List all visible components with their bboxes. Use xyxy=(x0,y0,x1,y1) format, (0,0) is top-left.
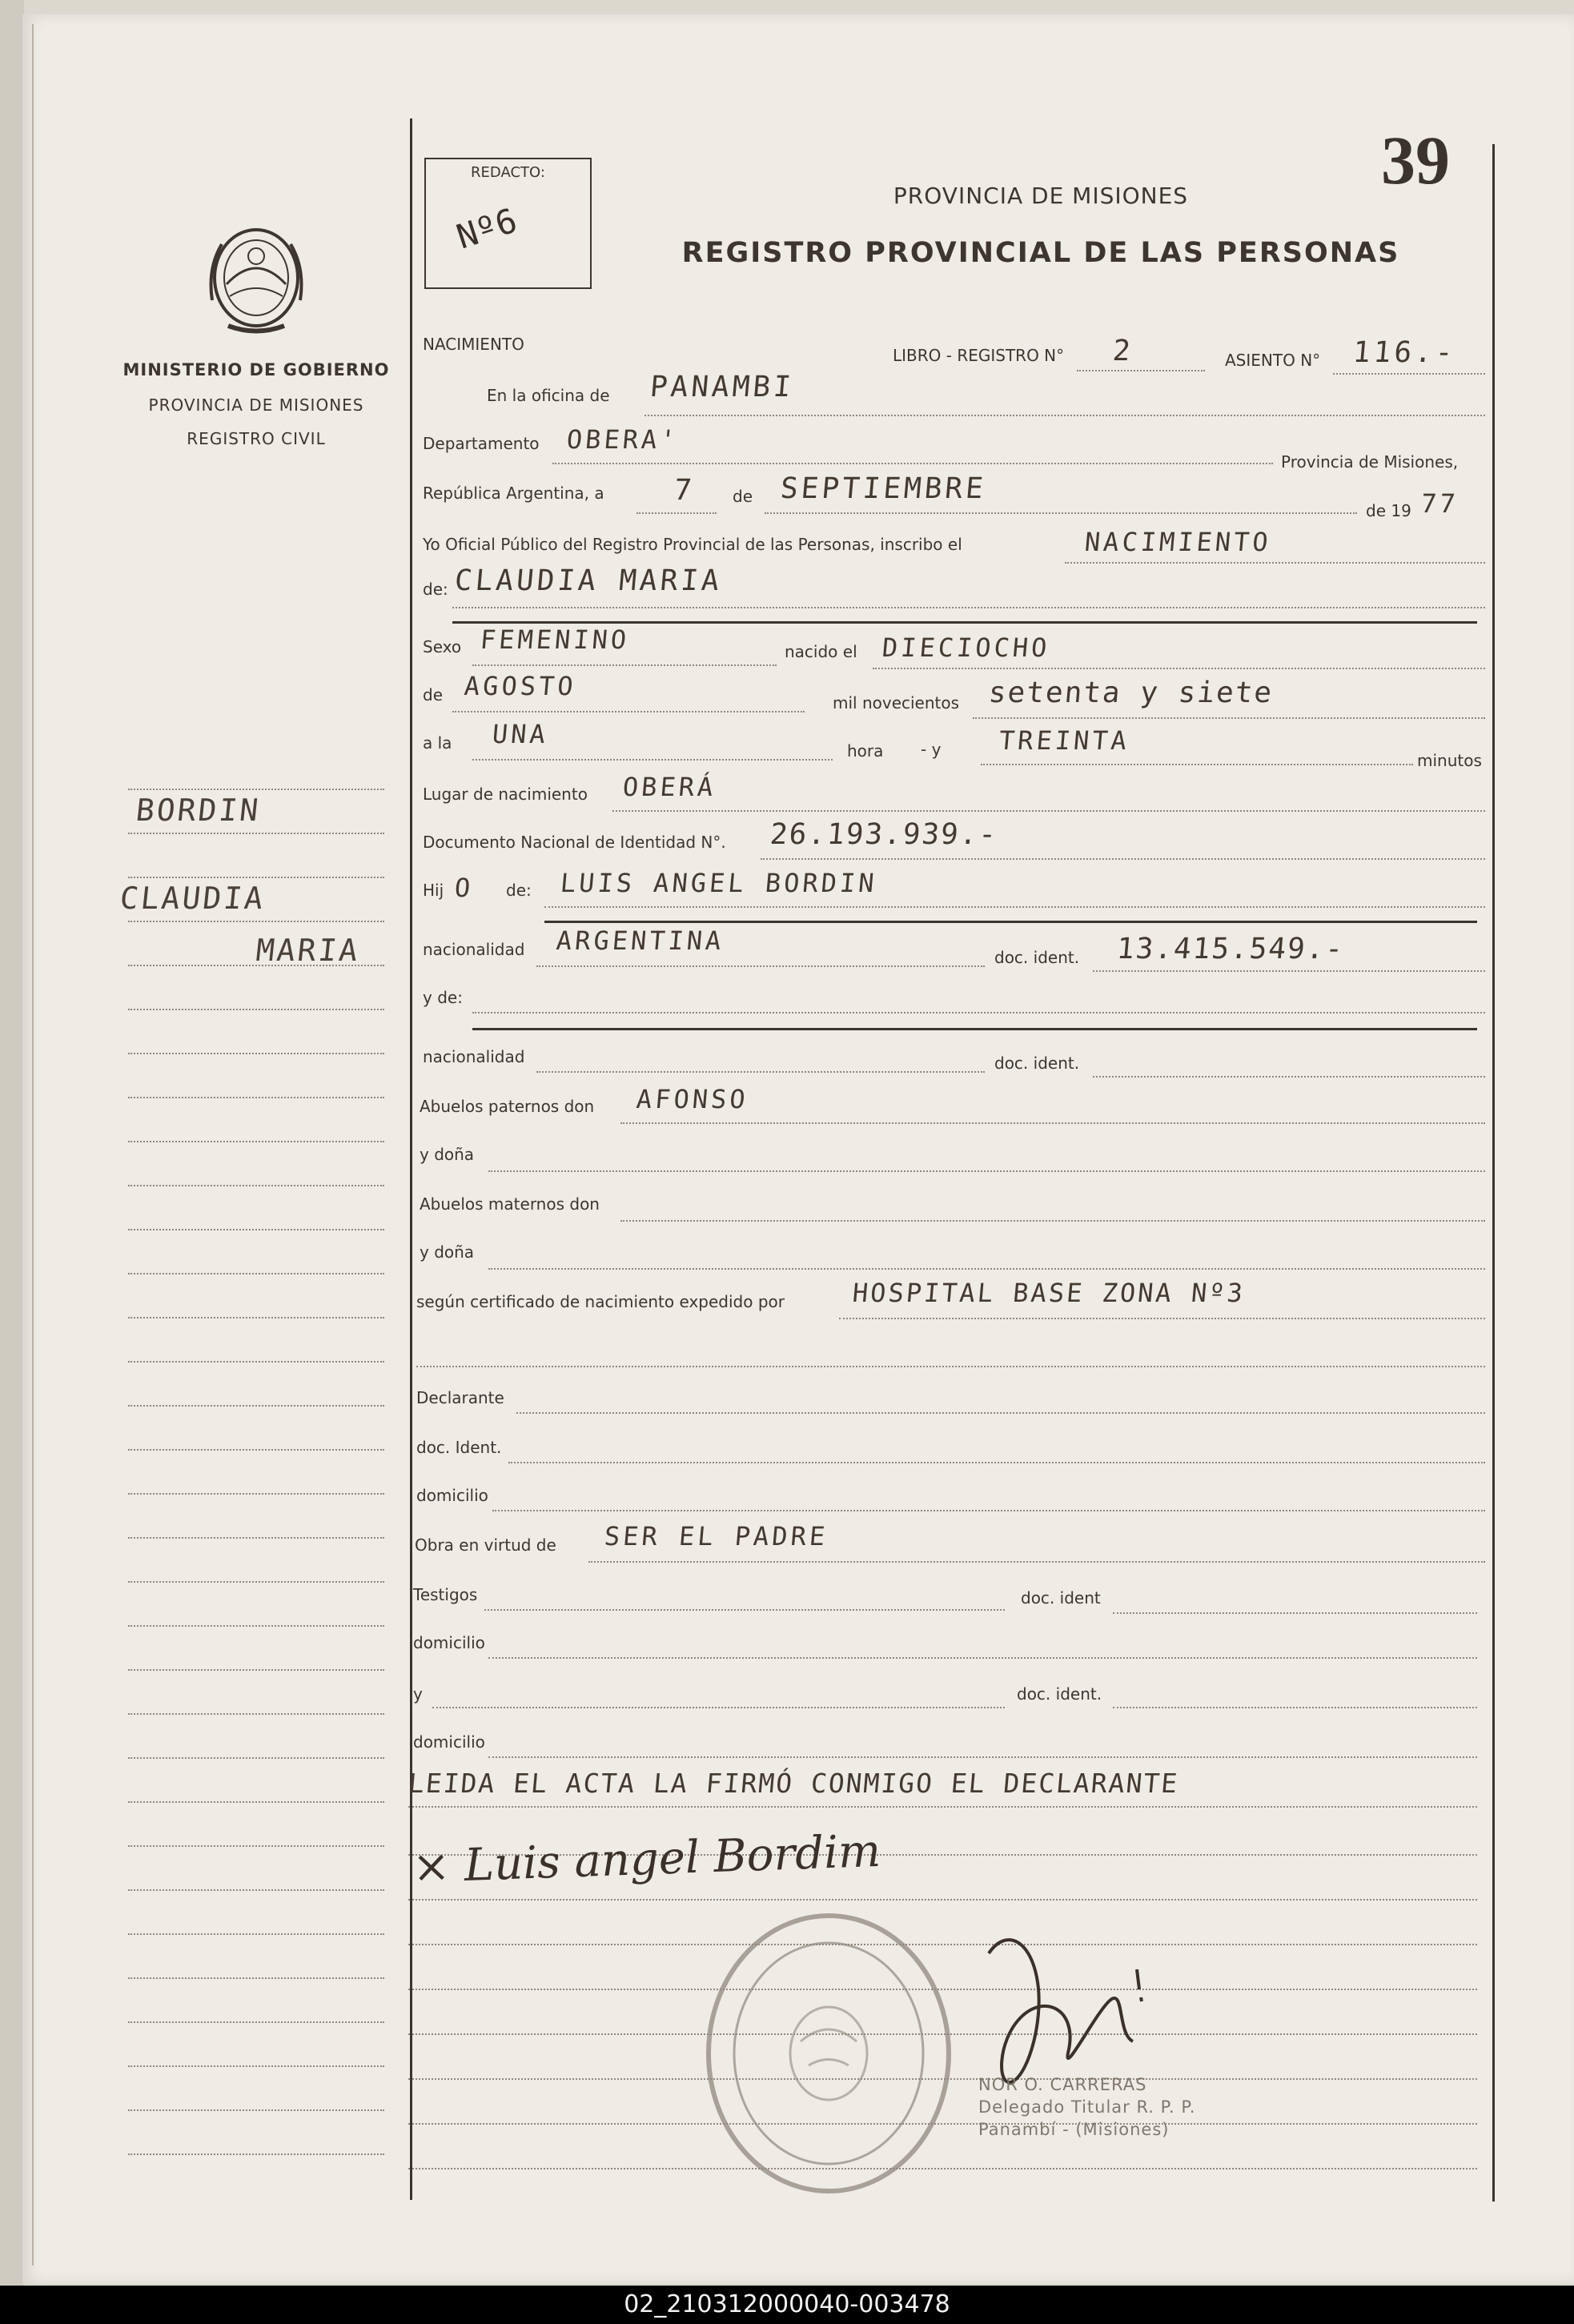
docident-label: doc. ident. xyxy=(994,948,1080,967)
province-coat-of-arms-icon xyxy=(204,220,308,340)
libro-label: LIBRO - REGISTRO N° xyxy=(893,346,1065,365)
province-label: PROVINCIA DE MISIONES xyxy=(148,395,364,415)
nombre-value: CLAUDIA MARIA xyxy=(453,564,724,597)
de-label: de xyxy=(733,487,753,506)
hijo-de-label: de: xyxy=(506,881,532,900)
registry-office-label: REGISTRO CIVIL xyxy=(187,429,326,448)
abuelos-pat-label: Abuelos paternos don xyxy=(420,1097,595,1116)
abuelos-mat-label: Abuelos maternos don xyxy=(420,1194,600,1214)
image-id-bar xyxy=(0,2286,1574,2324)
nacimiento-label: NACIMIENTO xyxy=(423,335,524,354)
ala-label: a la xyxy=(423,733,452,753)
obra-label: Obra en virtud de xyxy=(415,1535,556,1555)
domicilio3-label: domicilio xyxy=(413,1732,485,1752)
right-margin-rule xyxy=(1492,144,1495,2202)
certificado-label: según certificado de nacimiento expedido por xyxy=(416,1292,785,1311)
oficial-label: Yo Oficial Público del Registro Provincial de las Personas, inscribo el xyxy=(423,535,962,554)
de2-label: de: xyxy=(423,580,448,599)
testigos-label: Testigos xyxy=(413,1585,478,1604)
domicilio2-label: domicilio xyxy=(413,1633,485,1652)
nacido-mes-value: AGOSTO xyxy=(463,671,578,701)
asiento-value: 116.- xyxy=(1351,336,1458,369)
dia-value: 7 xyxy=(673,474,697,507)
docident3-label: doc. Ident. xyxy=(416,1438,502,1457)
delegado-title: Delegado Titular R. P. P. xyxy=(978,2097,1196,2117)
de3-label: de xyxy=(423,685,443,704)
nacido-value: DIECIOCHO xyxy=(881,632,1052,663)
book-binding xyxy=(0,0,24,2286)
y2-label: y xyxy=(413,1684,423,1704)
name-rule xyxy=(452,621,1477,624)
departamento-value: OBERA' xyxy=(565,424,681,455)
nacido-label: nacido el xyxy=(785,642,857,661)
anio-value: 77 xyxy=(1419,488,1460,519)
dni-label: Documento Nacional de Identidad N°. xyxy=(423,833,726,852)
minutos-value: TREINTA xyxy=(998,725,1131,756)
hijo-suffix: O xyxy=(453,873,475,903)
domicilio-label: domicilio xyxy=(416,1486,488,1505)
ydona-label: y doña xyxy=(420,1145,475,1164)
oficial-value: NACIMIENTO xyxy=(1083,527,1273,557)
redacto-value: Nº6 xyxy=(452,200,522,257)
libro-value: 2 xyxy=(1111,335,1135,367)
declarant-signature: × Luis angel Bordim xyxy=(412,1824,882,1894)
redacto-label: REDACTO: xyxy=(471,164,545,181)
leida-text: LEIDA EL ACTA LA FIRMÓ CONMIGO EL DECLARANTE xyxy=(407,1768,1180,1799)
nacionalidad-label: nacionalidad xyxy=(423,940,525,959)
y-label: - y xyxy=(921,740,942,759)
obra-value: SER EL PADRE xyxy=(603,1521,829,1551)
registry-title: REGISTRO PROVINCIAL DE LAS PERSONAS xyxy=(681,237,1400,269)
hora-value: UNA xyxy=(491,719,550,749)
sexo-label: Sexo xyxy=(423,637,462,656)
margin-surname: BORDIN xyxy=(134,793,263,828)
father-rule xyxy=(544,921,1477,923)
hijo-label: Hij xyxy=(423,881,444,900)
padre-value: LUIS ANGEL BORDIN xyxy=(559,868,879,898)
oficina-label: En la oficina de xyxy=(487,386,610,405)
ydona2-label: y doña xyxy=(420,1242,475,1262)
minutos-label: minutos xyxy=(1417,751,1482,770)
oficina-value: PANAMBI xyxy=(648,371,796,403)
asiento-label: ASIENTO N° xyxy=(1225,351,1321,370)
novecientos-label: mil novecientos xyxy=(833,693,960,712)
certificado-value: HOSPITAL BASE ZONA Nº3 xyxy=(851,1278,1247,1308)
left-margin-rule xyxy=(410,118,412,2200)
docident5-label: doc. ident. xyxy=(1017,1684,1102,1704)
sexo-value: FEMENINO xyxy=(479,624,631,655)
yde-label: y de: xyxy=(423,988,463,1007)
abuelos-pat-value: AFONSO xyxy=(635,1084,750,1114)
lugar-label: Lugar de nacimiento xyxy=(423,785,588,804)
nacionalidad-value: ARGENTINA xyxy=(555,925,726,956)
lugar-value: OBERÁ xyxy=(621,772,717,802)
novecientos-value: setenta y siete xyxy=(987,676,1275,709)
dni-value: 26.193.939.- xyxy=(769,818,999,851)
delegado-place: Panambí - (Misiones) xyxy=(978,2120,1170,2139)
delegado-name: NOR O. CARRERAS xyxy=(978,2075,1147,2094)
docident4-label: doc. ident xyxy=(1021,1588,1101,1608)
official-seal-icon xyxy=(697,1905,961,2202)
docident2-label: doc. ident. xyxy=(994,1054,1080,1073)
hora-label: hora xyxy=(847,741,884,761)
mother-rule xyxy=(472,1028,1477,1030)
page-number: 39 xyxy=(1381,122,1450,199)
departamento-label: Departamento xyxy=(423,434,540,453)
spine-line xyxy=(32,24,34,2266)
declarante-label: Declarante xyxy=(416,1388,504,1407)
margin-name-1: CLAUDIA xyxy=(118,881,267,916)
ministry-label: MINISTERIO DE GOBIERNO xyxy=(122,360,390,379)
province-title: PROVINCIA DE MISIONES xyxy=(893,183,1189,209)
margin-name-2: MARIA xyxy=(254,933,362,968)
nacionalidad2-label: nacionalidad xyxy=(423,1047,525,1066)
mes-value: SEPTIEMBRE xyxy=(779,472,988,505)
image-id-text: 02_210312000040-003478 xyxy=(624,2290,950,2318)
anio-label: de 19 xyxy=(1366,501,1411,520)
docident-value: 13.415.549.- xyxy=(1115,933,1346,965)
republica-label: República Argentina, a xyxy=(423,484,604,503)
redacto-box xyxy=(424,158,592,289)
provincia-label: Provincia de Misiones, xyxy=(1281,452,1459,472)
